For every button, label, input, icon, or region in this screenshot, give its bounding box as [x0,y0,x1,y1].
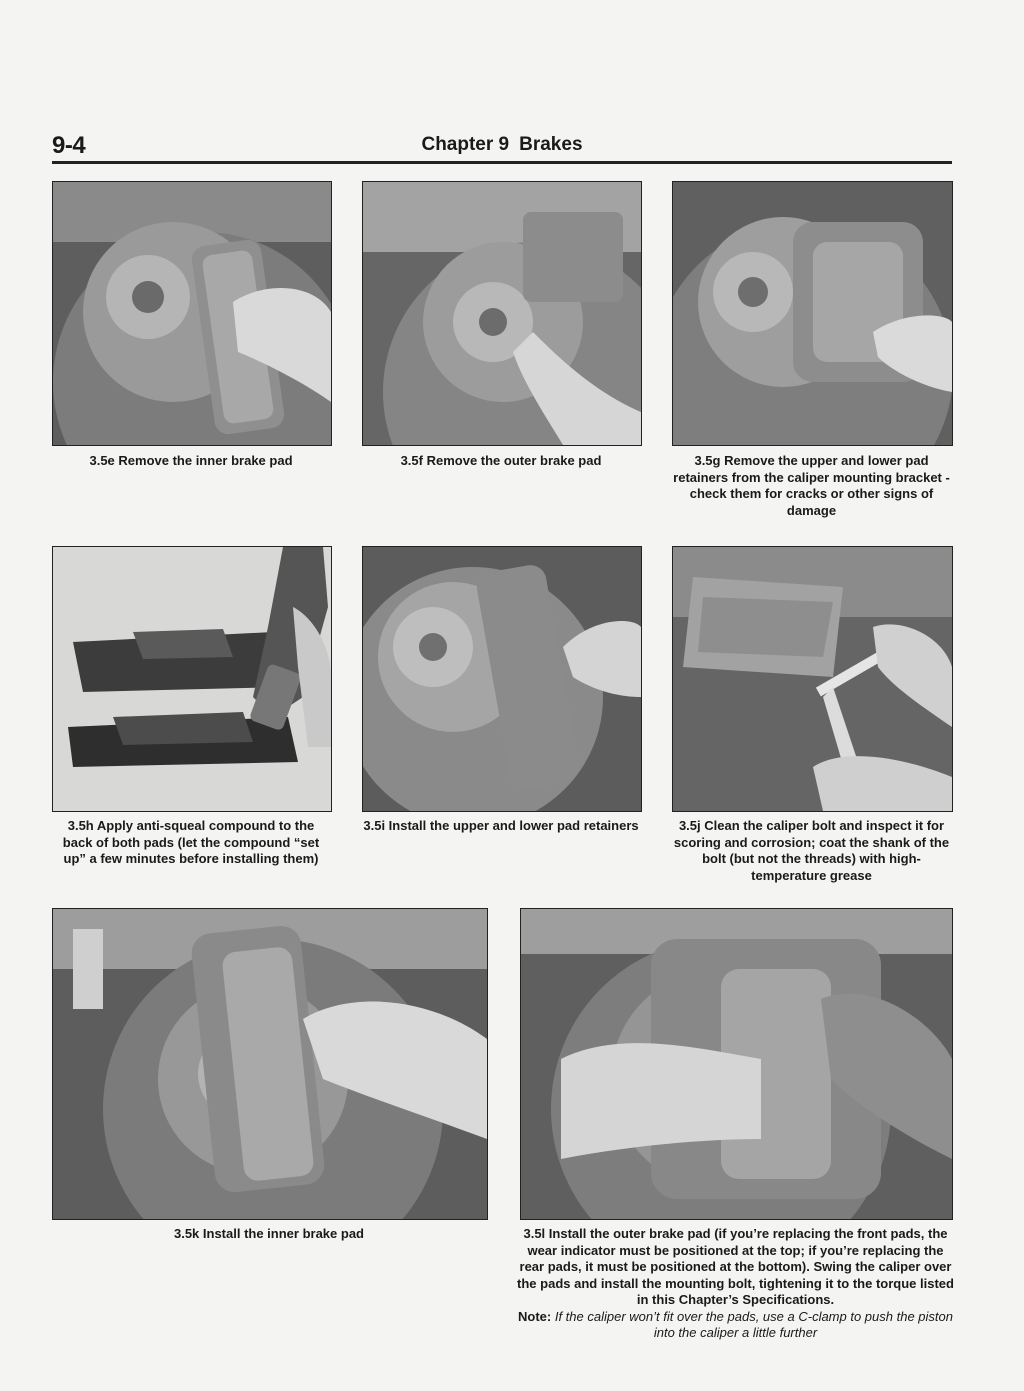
page-header [52,128,952,164]
photo-3-5e-illustration [53,182,331,445]
caption-3-5g: 3.5g Remove the upper and lower pad retainers from the caliper mounting bracket - check them for cracks or other signs of damage [673,453,950,518]
photo-3-5h [52,546,332,812]
photo-3-5i-illustration [363,547,641,811]
photo-3-5e [52,181,332,446]
caption-3-5l-text: 3.5l Install the outer brake pad (if you’re replacing the front pads, the wear indicator must be positioned at the top; if you’re replacing the rear pads, it must be positioned at the bottom). Swing the caliper over the pads and install the mounting bolt, tightening it to the torque listed in this Chapter’s Specifications. [517,1226,954,1307]
photo-3-5k-illustration [53,909,487,1219]
photo-3-5g-illustration [673,182,952,445]
chapter-title [52,134,952,156]
page-number: 9-4 [52,132,86,159]
photo-3-5f-illustration [363,182,641,445]
photo-3-5j-illustration [673,547,952,811]
photo-3-5f [362,181,642,446]
chapter-label: Chapter 9 [421,134,510,155]
caption-3-5i: 3.5i Install the upper and lower pad retainers [363,818,639,833]
caption-3-5l-note-text: If the caliper won’t fit over the pads, use a C-clamp to push the piston into the caliper a little further [554,1308,953,1340]
photo-3-5j [672,546,953,812]
caption-3-5j: 3.5j Clean the caliper bolt and inspect it for scoring and corrosion; coat the shank of the bolt (but not the threads) with high-temperature grease [673,818,950,883]
photo-3-5g [672,181,953,446]
photo-3-5k [52,908,488,1220]
chapter-name: Brakes [519,134,583,155]
header-rule [52,161,952,164]
caption-3-5l-note-label: Note: [517,1308,552,1324]
caption-3-5f: 3.5f Remove the outer brake pad [400,453,602,468]
photo-3-5l [520,908,953,1220]
caption-3-5h: 3.5h Apply anti-squeal compound to the back of both pads (let the compound “set up” a few minutes before installing them) [62,818,320,866]
photo-3-5l-illustration [521,909,952,1219]
photo-3-5i [362,546,642,812]
caption-3-5l [515,1226,956,1342]
caption-3-5e: 3.5e Remove the inner brake pad [89,453,293,468]
caption-3-5k: 3.5k Install the inner brake pad [173,1226,364,1241]
photo-3-5h-illustration [53,547,331,811]
